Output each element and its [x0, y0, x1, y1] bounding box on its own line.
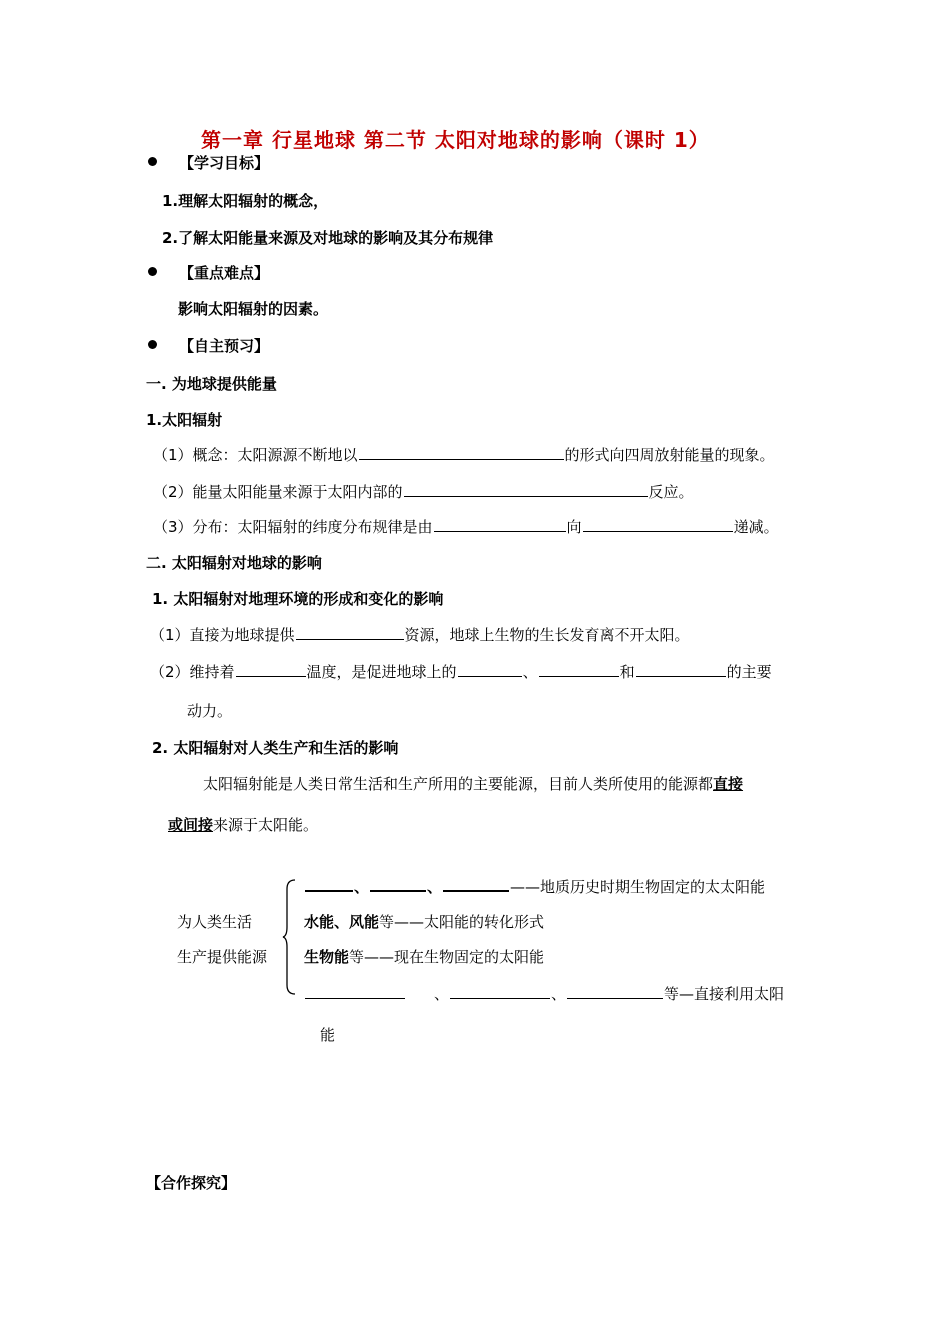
part-2-heading: 二. 太阳辐射对地球的影响 — [146, 554, 322, 572]
maintain-line-cont: 动力。 — [187, 702, 233, 720]
part-1-heading: 一. 为地球提供能量 — [146, 375, 277, 393]
bullet-icon — [148, 340, 157, 349]
page-title: 第一章 行星地球 第二节 太阳对地球的影响（课时 1） — [201, 128, 710, 152]
energy-row-4-cont: 能 — [320, 1026, 336, 1044]
paragraph-line-1: 太阳辐射能是人类日常生活和生产所用的主要能源，目前人类所使用的能源都直接 — [203, 775, 744, 793]
provide-line: （1）直接为地球提供 资源，地球上生物的生长发育离不开太阳。 — [150, 626, 690, 644]
blank-field[interactable] — [370, 875, 426, 892]
blank-field[interactable] — [305, 875, 353, 892]
left-label-2: 生产提供能源 — [177, 948, 268, 966]
blank-field[interactable] — [434, 516, 566, 532]
blank-field[interactable] — [583, 516, 733, 532]
section-key: 【重点难点】 — [148, 262, 269, 283]
part-2-sub-1: 1. 太阳辐射对地理环境的形成和变化的影响 — [152, 590, 444, 608]
section-coop: 【合作探究】 — [146, 1174, 237, 1192]
blank-field[interactable] — [404, 481, 648, 497]
brace-icon — [282, 879, 296, 995]
blank-field[interactable] — [443, 875, 509, 892]
section-goals: 【学习目标】 — [148, 152, 269, 173]
blank-field[interactable] — [236, 661, 306, 677]
energy-row-1: 、 、 ——地质历史时期生物固定的太太阳能 — [304, 875, 765, 897]
energy-row-3: 生物能等——现在生物固定的太阳能 — [304, 948, 545, 966]
blank-field[interactable] — [296, 624, 404, 640]
distribution-line: （3）分布：太阳辐射的纬度分布规律是由 向 递减。 — [153, 518, 779, 536]
blank-field[interactable] — [450, 983, 550, 999]
concept-line: （1）概念：太阳源源不断地以 的形式向四周放射能量的现象。 — [153, 446, 775, 464]
energy-row-4: 、 、 等—直接利用太阳 — [304, 983, 784, 1004]
blank-field[interactable] — [305, 983, 405, 999]
blank-field[interactable] — [458, 661, 522, 677]
bullet-icon — [148, 157, 157, 166]
key-text: 影响太阳辐射的因素。 — [178, 300, 329, 318]
paragraph-line-2: 或间接来源于太阳能。 — [168, 816, 319, 834]
section-preview: 【自主预习】 — [148, 335, 269, 356]
left-label-1: 为人类生活 — [177, 913, 253, 931]
goal-2: 2.了解太阳能量来源及对地球的影响及其分布规律 — [162, 229, 494, 247]
bullet-icon — [148, 267, 157, 276]
part-1-sub: 1.太阳辐射 — [146, 411, 223, 429]
part-2-sub-2: 2. 太阳辐射对人类生产和生活的影响 — [152, 739, 399, 757]
maintain-line: （2）维持着 温度，是促进地球上的 、 和 的主要 — [150, 663, 772, 681]
blank-field[interactable] — [567, 983, 663, 999]
goal-1: 1.理解太阳辐射的概念， — [162, 192, 329, 210]
energy-row-2: 水能、风能等——太阳能的转化形式 — [304, 913, 545, 931]
blank-field[interactable] — [636, 661, 726, 677]
energy-line: （2）能量太阳能量来源于太阳内部的 反应。 — [153, 483, 694, 501]
blank-field[interactable] — [359, 444, 564, 460]
blank-field[interactable] — [539, 661, 619, 677]
